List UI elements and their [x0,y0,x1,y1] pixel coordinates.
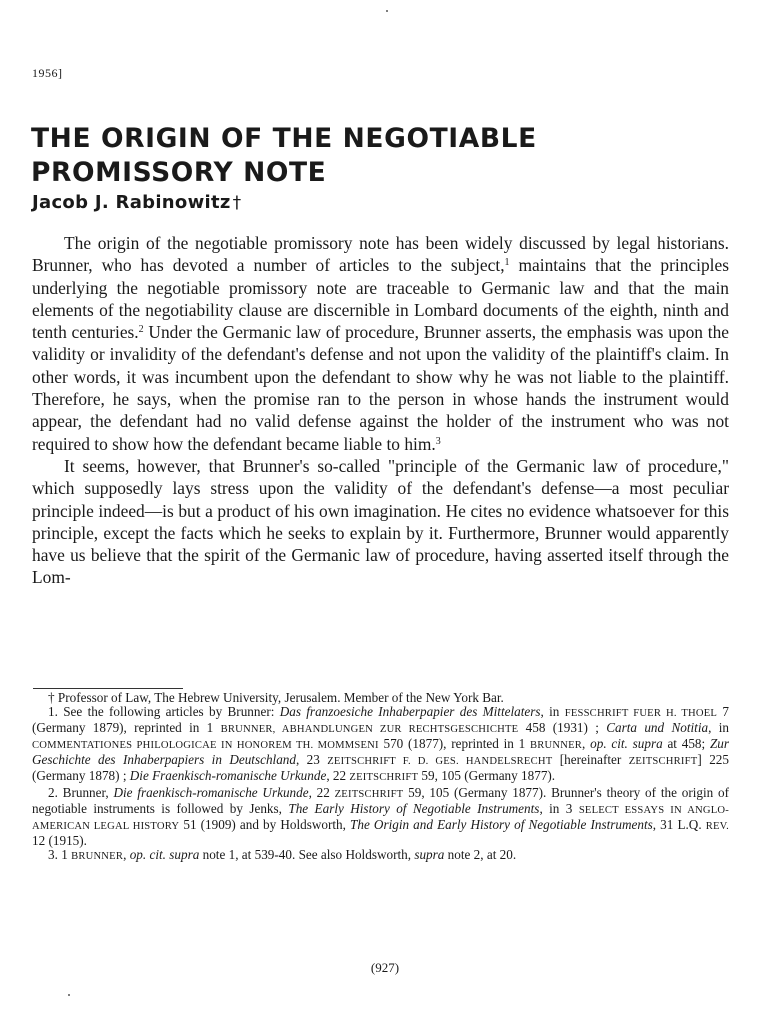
footnote-1: 1. See the following articles by Brunner: Das franzoesiche Inhaberpapier des Mittelaters, in FESSCHRIFT FUER H. THOEL 7 (Germany 1879), reprinted in 1 BRUNNER, ABHANDLUNGEN ZUR RECHTSGESCHICHTE 458 (1931) ; Carta und Notitia, in COMMENTATIONES PHILOLOGICAE IN HONOREM TH. MOMMSENI 570 (1877), reprinted in 1 BRUNNER, op. cit. supra at 458; Zur Geschichte des Inhaberpapiers in Deutschland, 23 ZEITSCHRIFT F. D. GES. HANDELSRECHT [hereinafter ZEITSCHRIFT] 225 (Germany 1878) ; Die Fraenkisch-romanische Urkunde, 22 ZEITSCHRIFT 59, 105 (Germany 1877). [32,704,730,784]
scan-speck [386,10,388,12]
author-byline [32,192,241,213]
footnote-ref-3: 3 [435,435,441,447]
paragraph-2: It seems, however, that Brunner's so-called "principle of the Germanic law of procedure," which supposedly lays stress upon the validity of the defendant's defense—a most peculiar principle indeed—is but a product of his own imagination. He cites no evidence whatsoever for this principle, except the facts which he seeks to explain by it. Furthermore, Brunner would apparently have us believe that the spirit of the Germanic law of procedure, having asserted itself through the Lom- [32,455,729,588]
title-line-2: PROMISSORY NOTE [31,157,327,188]
paragraph-1-text-c: Under the Germanic law of procedure, Brunner asserts, the emphasis was upon the validity or invalidity of the defendant's defense and not upon the validity of the plaintiff's claim. In other words, it was incumbent upon the defendant to show why he was not liable to the plaintiff. Therefore, he says, when the promise ran to the person in whose hands the instrument would appear, the defendant had no valid defense against the holder of the instrument who was not required to show how the defendant became liable to him. [32,322,729,454]
running-header-year: 1956] [32,66,63,80]
page-number: (927) [370,960,400,975]
footnote-dagger: † Professor of Law, The Hebrew University, Jerusalem. Member of the New York Bar. [48,690,504,705]
author-dagger-mark: † [232,193,242,213]
paragraph-1-text-a: The origin of the negotiable promissory note has been widely discussed by legal historians. Brunner, who has devoted a number of articles to the subject, [32,233,729,276]
footnote-ref-1: 1 [504,257,510,269]
author-name: Jacob J. Rabinowitz [32,192,231,213]
article-title [31,122,731,190]
footnote-separator [33,688,183,689]
paragraph-1-text-b: maintains that the principles underlying the negotiable promissory note are traceable to Germanic law and that the main elements of the negotiability clause are discernible in Lombard documents of the eighth, ninth and tenth centuries. [32,255,729,343]
footnote-2: 2. Brunner, Die fraenkisch-romanische Urkunde, 22 ZEITSCHRIFT 59, 105 (Germany 1877). Brunner's theory of the origin of negotiable instruments is followed by Jenks, The Early History of Negotiable Instruments, in 3 SELECT ESSAYS IN ANGLO-AMERICAN LEGAL HISTORY 51 (1909) and by Holdsworth, The Origin and Early History of Negotiable Instruments, 31 L.Q. REV. 12 (1915). [32,784,730,848]
title-line-1: THE ORIGIN OF THE NEGOTIABLE [31,123,537,154]
footnotes [32,691,729,864]
footnote-3: 3. 1 BRUNNER, op. cit. supra note 1, at 539-40. See also Holdsworth, supra note 2, at 20. [48,846,517,862]
scan-speck [68,994,70,996]
paragraph-1 [32,232,729,455]
footnote-ref-2: 2 [138,324,144,336]
article-body [32,232,729,589]
